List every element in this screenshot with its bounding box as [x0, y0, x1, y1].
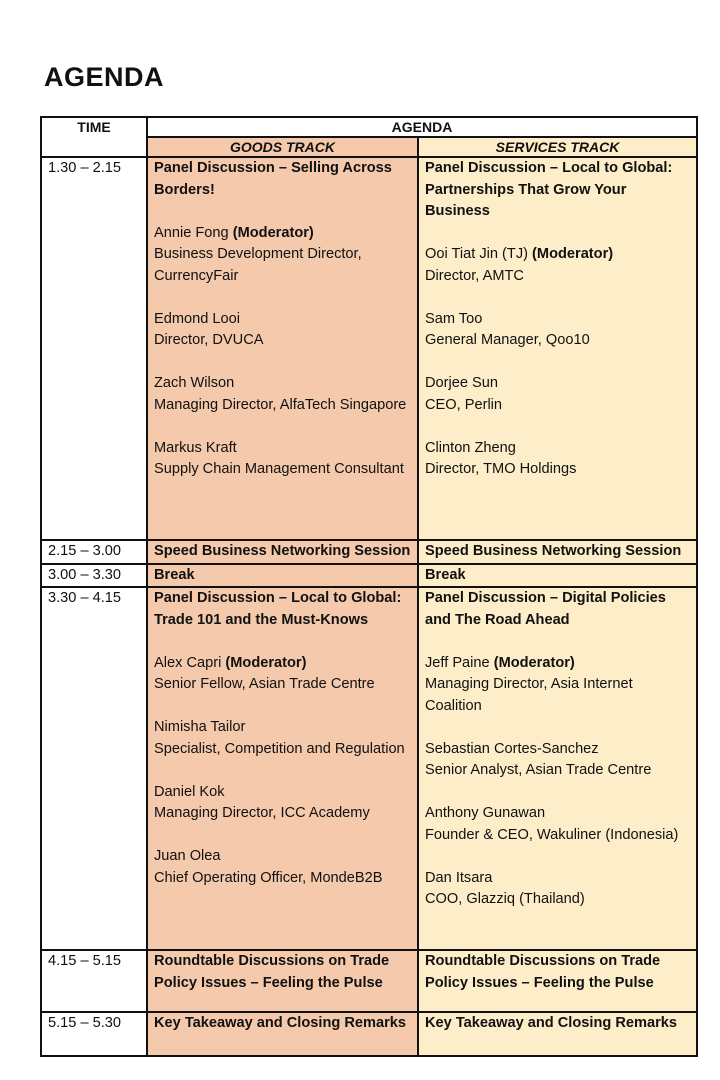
speaker-role: General Manager, Qoo10 — [425, 332, 590, 348]
speaker — [425, 653, 690, 718]
speaker-role: Managing Director, ICC Academy — [154, 805, 370, 821]
session-title: Panel Discussion – Local to Global: Trade 101 and the Must-Knows — [154, 590, 402, 628]
speaker — [425, 438, 690, 481]
header-row — [41, 117, 697, 137]
speaker-role: Managing Director, AlfaTech Singapore — [154, 396, 407, 413]
speaker-role: Business Development Director, CurrencyFair — [154, 246, 362, 284]
speaker-name: Clinton Zheng — [425, 439, 516, 456]
session-cell — [418, 157, 697, 540]
speaker-role: Director, DVUCA — [154, 332, 264, 348]
moderator-tag: (Moderator) — [493, 654, 575, 671]
session-cell: Speed Business Networking Session — [418, 540, 697, 564]
table-row — [41, 587, 697, 950]
speaker — [425, 739, 690, 782]
speaker — [154, 223, 411, 288]
services-track-header: SERVICES TRACK — [418, 137, 697, 157]
speaker-name: Alex Capri — [154, 654, 222, 671]
time-cell: 3.00 – 3.30 — [41, 564, 147, 588]
session-cell: Roundtable Discussions on Trade Policy Issues – Feeling the Pulse — [418, 950, 697, 1012]
speaker-name: Markus Kraft — [154, 439, 237, 456]
speaker — [425, 868, 690, 911]
speaker-role: Managing Director, Asia Internet Coalition — [425, 676, 633, 714]
speaker — [425, 244, 690, 287]
speaker-role: Founder & CEO, Wakuliner (Indonesia) — [425, 826, 679, 843]
session-cell: Roundtable Discussions on Trade Policy Issues – Feeling the Pulse — [147, 950, 418, 1012]
session-cell — [147, 157, 418, 540]
session-cell: Key Takeaway and Closing Remarks — [418, 1012, 697, 1056]
moderator-tag: (Moderator) — [532, 246, 614, 262]
time-header: TIME — [41, 117, 147, 157]
session-cell — [418, 587, 697, 950]
speaker-name: Edmond Looi — [154, 310, 241, 327]
moderator-tag: (Moderator) — [225, 654, 307, 671]
speaker-role: CEO, Perlin — [425, 396, 503, 413]
speaker-name: Zach Wilson — [154, 375, 235, 391]
table-row — [41, 950, 697, 1012]
session-cell — [147, 587, 418, 950]
speaker-name: Ooi Tiat Jin (TJ) — [425, 246, 528, 262]
speaker-name: Dorjee Sun — [425, 375, 499, 391]
session-title: Panel Discussion – Digital Policies and The Road Ahead — [425, 590, 666, 628]
agenda-table — [40, 116, 698, 1057]
speaker — [425, 309, 690, 352]
speaker — [154, 373, 411, 416]
speaker-name: Annie Fong — [154, 224, 229, 241]
goods-track-header: GOODS TRACK — [147, 137, 418, 157]
speaker-role: Director, TMO Holdings — [425, 461, 577, 477]
table-row — [41, 540, 697, 564]
session-cell: Key Takeaway and Closing Remarks — [147, 1012, 418, 1056]
time-cell: 1.30 – 2.15 — [41, 157, 147, 540]
speaker-role: Supply Chain Management Consultant — [154, 461, 404, 477]
table-row — [41, 564, 697, 588]
agenda-header: AGENDA — [147, 117, 697, 137]
speaker — [154, 438, 411, 481]
table-row — [41, 157, 697, 540]
time-cell: 2.15 – 3.00 — [41, 540, 147, 564]
speaker — [154, 309, 411, 352]
session-cell: Break — [147, 564, 418, 588]
speaker — [154, 653, 411, 696]
session-title: Panel Discussion – Selling Across Borders! — [154, 160, 392, 198]
session-cell: Break — [418, 564, 697, 588]
speaker-name: Sebastian Cortes-Sanchez — [425, 740, 599, 757]
time-cell: 3.30 – 4.15 — [41, 587, 147, 950]
speaker-role: Senior Fellow, Asian Trade Centre — [154, 676, 375, 692]
table-row — [41, 1012, 697, 1056]
speaker-role: Director, AMTC — [425, 267, 524, 284]
speaker-role: COO, Glazziq (Thailand) — [425, 891, 585, 907]
speaker-role: Chief Operating Officer, MondeB2B — [154, 869, 383, 886]
speaker-name: Sam Too — [425, 310, 483, 327]
time-cell: 5.15 – 5.30 — [41, 1012, 147, 1056]
speaker — [425, 803, 690, 846]
speaker — [425, 373, 690, 416]
speaker-role: Specialist, Competition and Regulation — [154, 740, 405, 757]
speaker — [154, 717, 411, 760]
speaker-name: Juan Olea — [154, 848, 221, 864]
page-title: AGENDA — [44, 62, 165, 92]
speaker-name: Nimisha Tailor — [154, 719, 246, 735]
moderator-tag: (Moderator) — [232, 224, 314, 241]
speaker — [154, 846, 411, 889]
speaker-name: Dan Itsara — [425, 869, 493, 886]
session-cell: Speed Business Networking Session — [147, 540, 418, 564]
speaker-name: Jeff Paine — [425, 654, 490, 671]
speaker-role: Senior Analyst, Asian Trade Centre — [425, 762, 652, 778]
speaker-name: Daniel Kok — [154, 783, 225, 800]
speaker-name: Anthony Gunawan — [425, 805, 546, 821]
time-cell: 4.15 – 5.15 — [41, 950, 147, 1012]
speaker — [154, 782, 411, 825]
session-title: Panel Discussion – Local to Global: Partnerships That Grow Your Business — [425, 160, 673, 219]
